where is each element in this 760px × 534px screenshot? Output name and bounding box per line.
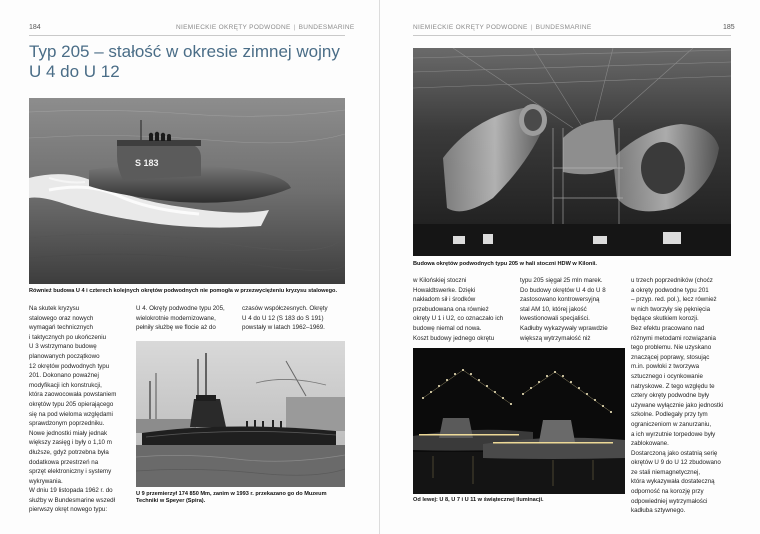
running-head-section: BUNDESMARINE xyxy=(298,24,355,31)
text-column-1 xyxy=(29,304,129,515)
caption-bottom-left: U 9 przemierzył 174 850 Mm, zanim w 1993 r. przekazano go do Muzeum Techniki w Speyer (Spira). xyxy=(136,491,327,504)
page-title: Typ 205 – stałość w okresie zimnej wojny xyxy=(29,42,340,61)
text-line: typu 205 sięgał 25 mln marek. xyxy=(520,277,603,284)
text-line: stal AM 10, której jakość xyxy=(520,305,587,313)
text-line: zastosowano kontrowersyjną xyxy=(520,296,600,304)
text-line: U 4 do U 12 (S 183 do S 191) xyxy=(242,314,324,322)
u9-moored-photo xyxy=(136,341,345,487)
running-head-right: NIEMIECKIE OKRĘTY PODWODNE | BUNDESMARINE xyxy=(413,24,592,31)
text-line: większy zasięg i były o 1,10 m xyxy=(29,439,112,447)
text-line: większą wytrzymałość niż xyxy=(520,334,591,342)
text-line: cztery okręty podwodne były xyxy=(631,392,710,400)
text-line: ze stali niemagnetycznej, xyxy=(631,468,701,476)
text-line: dłuższe, gdyż potrzebna była xyxy=(29,448,109,456)
text-line: U 3 wstrzymano budowę xyxy=(29,343,97,351)
text-line: wymagań technicznych xyxy=(29,324,93,332)
text-line: i taktycznych po ukończeniu xyxy=(29,333,107,341)
text-line: używane wyłącznie jako jednostki xyxy=(631,401,724,409)
text-line: m.in. powłoki z tworzywa xyxy=(631,363,700,371)
text-line: będące skutkiem korozji. xyxy=(631,315,699,323)
text-line: budowę niemal od nowa. xyxy=(413,324,482,332)
text-line: U 4. Okręty podwodne typu 205, xyxy=(136,305,225,312)
text-line: wykrywania. xyxy=(29,477,63,485)
text-line: modyfikacji ich konstrukcji, xyxy=(29,381,102,389)
text-line: ograniczeniom w zanurzaniu, xyxy=(631,420,712,428)
text-line: szkolne. Podlegały przy tym xyxy=(631,411,708,419)
text-line: Do budowy okrętów U 4 do U 8 xyxy=(520,286,606,294)
text-column-2 xyxy=(136,304,236,333)
text-line: natryskowe. Z tego względu te xyxy=(631,382,715,390)
text-line: dodatkowa przestrzeń na xyxy=(29,458,99,466)
text-line: stalowego oraz nowych xyxy=(29,314,94,322)
text-line: okrętów typu 205 opierającego xyxy=(29,400,114,408)
submarine-at-sea-photo xyxy=(29,98,345,284)
text-line: która wykazywała dostateczną xyxy=(631,478,715,486)
text-line: odporność na korozję przy xyxy=(631,488,704,496)
text-line: wielokrotnie modernizowane, xyxy=(136,314,216,322)
text-line: pierwszy okręt nowego typu: xyxy=(29,506,108,514)
page-number-left: 184 xyxy=(29,24,41,31)
text-line: Koszt budowy jednego okrętu xyxy=(413,334,495,342)
text-line: czasów współczesnych. Okręty xyxy=(242,305,328,312)
right-page xyxy=(380,0,760,534)
illuminated-submarines-photo xyxy=(413,348,625,494)
text-line: sprzęt elektroniczny i systemy xyxy=(29,468,112,476)
text-line: 12 okrętów podwodnych typu xyxy=(29,362,110,370)
text-line: w nich tworzyły się pęknięcia xyxy=(631,305,711,313)
caption-bottom-right: Od lewej: U 8, U 7 i U 11 w świątecznej iluminacji. xyxy=(413,497,544,503)
text-line: Kadłuby wykazywały wprawdzie xyxy=(520,324,608,332)
hull-marking: S 183 xyxy=(135,158,159,168)
text-line: nakładom sił i środków xyxy=(413,296,476,304)
text-line: służby w Bundesmarine wszedł xyxy=(29,496,115,504)
running-head-series: NIEMIECKIE OKRĘTY PODWODNE xyxy=(413,24,528,31)
page-subtitle: U 4 do U 12 xyxy=(29,62,120,81)
text-line: sztucznego i ocynkowanie xyxy=(631,372,703,380)
text-column-3 xyxy=(631,276,735,516)
text-line: okręty U 1 i U2, co oznaczało ich xyxy=(413,315,504,323)
running-head-left: NIEMIECKIE OKRĘTY PODWODNE | BUNDESMARINE xyxy=(176,24,355,31)
text-line: różnymi metodami rozwiązania xyxy=(631,334,716,342)
text-line: a ich wyrzutnie torpedowe były xyxy=(631,430,716,438)
text-line: a okręty podwodne typu 201 xyxy=(631,286,709,294)
text-line: powstały w latach 1962–1969. xyxy=(242,324,325,332)
header-rule xyxy=(29,35,345,36)
text-column-3 xyxy=(242,304,346,333)
text-line: sprawdzonym poprzedniku. xyxy=(29,420,105,428)
page-number-right: 185 xyxy=(723,24,735,31)
running-head-section: BUNDESMARINE xyxy=(535,24,592,31)
text-column-2 xyxy=(520,276,624,343)
text-line: – przyp. red. pol.), lecz również xyxy=(631,296,717,304)
text-line: W dniu 19 listopada 1962 r. do xyxy=(29,487,113,495)
text-line: się na pod wieloma względami xyxy=(29,410,113,418)
text-line: 201. Dokonano poważnej xyxy=(29,372,99,380)
text-line: odpowiedniej wytrzymałości xyxy=(631,497,708,505)
running-head-series: NIEMIECKIE OKRĘTY PODWODNE xyxy=(176,24,291,31)
text-line: Nowe jednostki miały jednak xyxy=(29,429,108,437)
text-line: u trzech poprzedników (choćz xyxy=(631,277,713,284)
header-rule xyxy=(413,35,731,36)
caption-top-right: Budowa okrętów podwodnych typu 205 w hali stoczni HDW w Kilonii. xyxy=(413,261,597,267)
text-line: Howaldtswerke. Dzięki xyxy=(413,286,476,294)
text-line: kadłuba sztywnego. xyxy=(631,507,686,515)
text-line: w Kilońskiej stoczni xyxy=(413,277,467,284)
text-line: Dostarczoną jako ostatnią serię xyxy=(631,449,718,457)
text-line: okrętów U 9 do U 12 zbudowano xyxy=(631,459,721,467)
text-line: kwestionowali specjaliści. xyxy=(520,315,590,323)
text-line: przebudowana ona również xyxy=(413,305,489,313)
caption-top-left: Również budowa U 4 i czterech kolejnych okrętów podwodnych nie pomogła w przezwyciężeniu kryzysu stalowego. xyxy=(29,288,338,294)
shipyard-hall-photo xyxy=(413,48,731,256)
text-line: tego problemu. Nie uzyskano xyxy=(631,344,712,352)
text-line: pełniły służbę we flocie aż do xyxy=(136,324,216,332)
text-line: znaczącej poprawy, stosując xyxy=(631,353,710,361)
text-line: planowanych początkowo xyxy=(29,352,100,360)
text-line: która zaowocowała powstaniem xyxy=(29,391,117,399)
text-line: Bez efektu pracowano nad xyxy=(631,324,705,332)
text-line: zablokowane. xyxy=(631,440,669,448)
text-column-1 xyxy=(413,276,513,343)
text-line: Na skutek kryzysu xyxy=(29,305,80,312)
